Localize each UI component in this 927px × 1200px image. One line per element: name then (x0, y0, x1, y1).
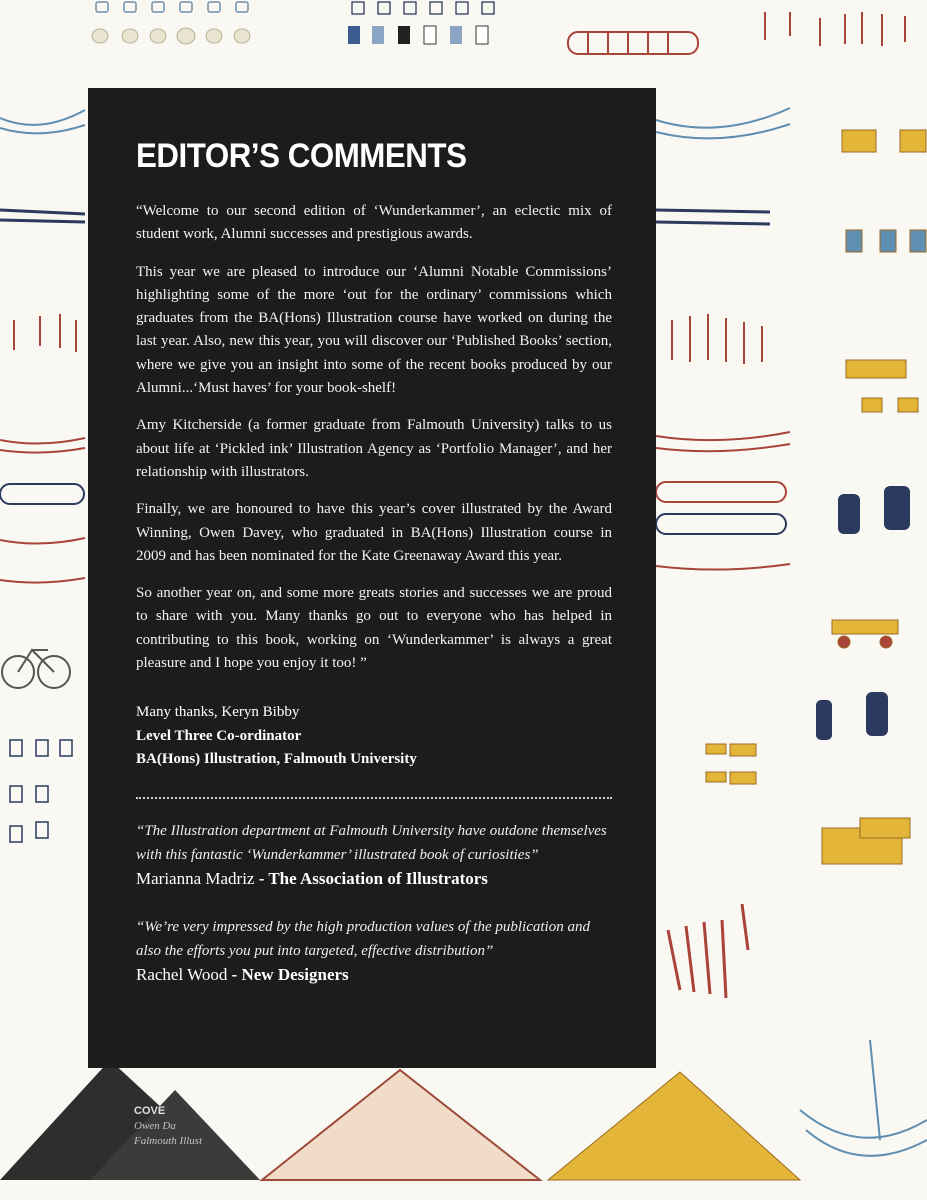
cover-credit-artist: Owen Da (134, 1120, 176, 1132)
crate-pile (548, 1072, 800, 1180)
boat-bottom-right (800, 1040, 927, 1156)
quote-attribution (136, 867, 612, 891)
quote-text: “The Illustration department at Falmouth University have outdone themselves with this fantastic ‘Wunderkammer’ illustrated book of curiosities” (136, 823, 607, 864)
cart-right (832, 620, 898, 648)
signature-role: Level Three Co-ordinator (136, 727, 302, 744)
quote-text: “We’re very impressed by the high production values of the publication and also the efforts you put into targeted, effective distribution” (136, 919, 590, 960)
paragraph-welcome: “Welcome to our second edition of ‘Wunderkammer’, an eclectic mix of student work, Alumni successes and prestigious awards. (136, 203, 612, 243)
quote-person: Marianna Madriz (136, 869, 255, 889)
testimonial-quote (136, 915, 612, 987)
page-title: EDITOR’S COMMENTS (136, 137, 467, 175)
bicycle-icon (2, 650, 70, 688)
pots-top-left (92, 28, 250, 44)
boats-right (656, 108, 790, 570)
cover-credit (134, 1104, 202, 1149)
anchors-left (14, 314, 76, 352)
tools-top-right (765, 12, 905, 46)
signature-name: Many thanks, Keryn Bibby (136, 704, 300, 721)
dotted-divider (136, 797, 612, 799)
lanterns-left (10, 740, 72, 842)
lanterns-top (352, 2, 494, 14)
sailors-right (816, 486, 910, 740)
barrel-pile (262, 1070, 540, 1180)
bottles-top (348, 26, 488, 44)
paragraph-agency-interview: Amy Kitcherside (a former graduate from Falmouth University) talks to us about life at ‘Pickled ink’ Illustration Agency as ‘Portfolio Manager’, and her relationship with illustrators. (136, 417, 612, 480)
quote-person: Rachel Wood (136, 965, 228, 985)
signature-department: BA(Hons) Illustration, Falmouth University (136, 750, 417, 767)
testimonial-quote (136, 819, 612, 891)
signature-block (136, 701, 612, 771)
paragraph-thanks: So another year on, and some more greats stories and successes we are proud to share with you. Many thanks go out to everyone who has helped in contributing to this book, working on ‘Wunderkammer’ is always a great pleasure and I hope you enjoy it too! ” (136, 585, 612, 672)
quote-organisation: - New Designers (227, 965, 349, 985)
quote-organisation: - The Association of Illustrators (254, 869, 488, 889)
editors-comments-panel (88, 88, 656, 1068)
cover-credit-course: Falmouth Illust (134, 1135, 203, 1147)
cover-credit-heading: COVE (134, 1105, 166, 1117)
quote-attribution (136, 963, 612, 987)
tools-right (672, 314, 762, 364)
boats-left (0, 110, 85, 583)
stone-pile (0, 1060, 260, 1180)
sledge-top (568, 32, 698, 54)
paragraph-cover: Finally, we are honoured to have this year’s cover illustrated by the Award Winning, Owen Davey, who graduated in BA(Hons) Illustration course in 2009 and has been nominated for the Kate Greenaway Award this year. (136, 501, 612, 564)
paragraph-alumni-commissions: This year we are pleased to introduce our ‘Alumni Notable Commissions’ highlighting some of the more ‘out for the ordinary’ commissions which graduates from the BA(Hons) Illustration course have worked on during the last year. Also, new this year, you will discover our ‘Published Books’ section, where we give you an insight into some of the recent books produced by our Alumni...‘Must haves’ for your book-shelf! (136, 263, 612, 397)
jars-top-left (96, 2, 248, 12)
oars-right (668, 904, 748, 998)
